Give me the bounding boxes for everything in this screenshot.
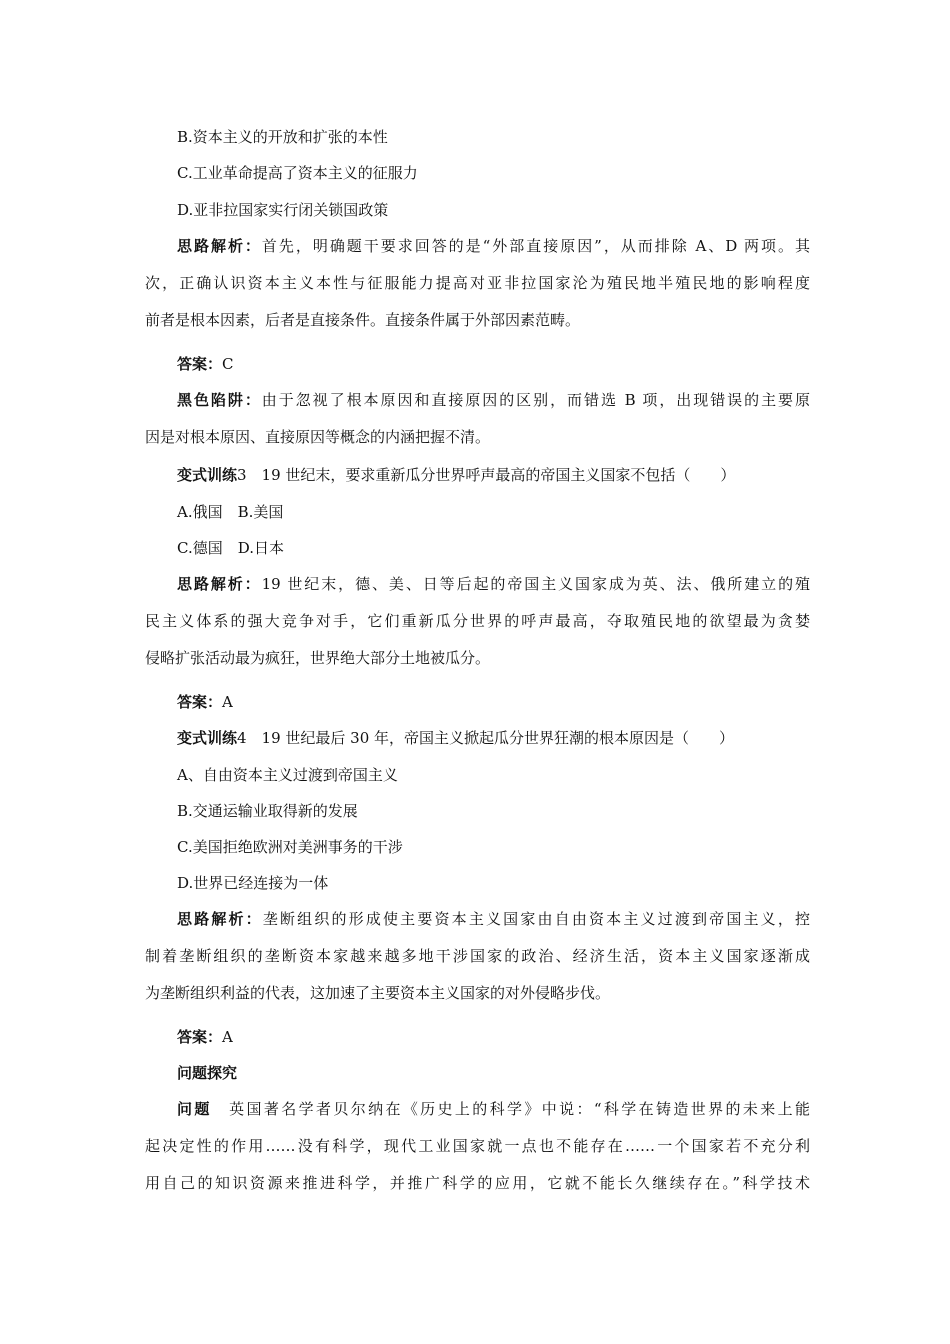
answer-label: 答案：	[177, 355, 223, 373]
exercise-3-options-ab: A.俄国 B.美国	[177, 503, 284, 521]
exercise-3-question: 变式训练3 19 世纪末，要求重新瓜分世界呼声最高的帝国主义国家不包括（ ）	[177, 466, 736, 484]
answer: 答案：C	[177, 355, 234, 373]
analysis-line: 民主义体系的强大竞争对手，它们重新瓜分世界的呼声最高，夺取殖民地的欲望最为贪婪	[145, 612, 810, 630]
option-b: B.资本主义的开放和扩张的本性	[177, 128, 388, 146]
answer: 答案：A	[177, 1028, 233, 1046]
analysis-line: 为垄断组织利益的代表，这加速了主要资本主义国家的对外侵略步伐。	[145, 984, 611, 1002]
trap-line: 因是对根本原因、直接原因等概念的内涵把握不清。	[145, 428, 491, 446]
question-paragraph: 问题 英国著名学者贝尔纳在《历史上的科学》中说：“科学在铸造世界的未来上能	[177, 1100, 810, 1118]
analysis-line: 制着垄断组织的垄断资本家越来越多地干涉国家的政治、经济生活，资本主义国家逐渐成	[145, 947, 810, 965]
question-line: 起决定性的作用……没有科学，现代工业国家就一点也不能存在……一个国家若不充分利	[145, 1137, 810, 1155]
analysis-line: 次，正确认识资本主义本性与征服能力提高对亚非拉国家沦为殖民地半殖民地的影响程度	[145, 274, 810, 292]
exercise-4-option-d: D.世界已经连接为一体	[177, 874, 329, 892]
answer-label: 答案：	[177, 693, 223, 711]
analysis-paragraph: 思路解析：19 世纪末，德、美、日等后起的帝国主义国家成为英、法、俄所建立的殖	[177, 575, 810, 593]
option-c: C.工业革命提高了资本主义的征服力	[177, 164, 418, 182]
trap-paragraph: 黑色陷阱：由于忽视了根本原因和直接原因的区别，而错选 B 项，出现错误的主要原	[177, 391, 810, 409]
exercise-4-option-a: A、自由资本主义过渡到帝国主义	[177, 766, 398, 784]
answer-label: 答案：	[177, 1028, 223, 1046]
exercise-4-question: 变式训练4 19 世纪最后 30 年，帝国主义掀起瓜分世界狂潮的根本原因是（ ）	[177, 729, 735, 747]
exercise-label: 变式训练	[177, 466, 238, 484]
analysis-label: 思路解析：	[177, 237, 262, 255]
exercise-label: 变式训练	[177, 729, 238, 747]
exercise-4-option-b: B.交通运输业取得新的发展	[177, 802, 358, 820]
analysis-label: 思路解析：	[177, 910, 263, 928]
analysis-paragraph: 思路解析：首先，明确题干要求回答的是“外部直接原因”，从而排除 A、D 两项。其	[177, 237, 810, 255]
option-d: D.亚非拉国家实行闭关锁国政策	[177, 201, 389, 219]
section-heading: 问题探究	[177, 1064, 238, 1082]
analysis-line: 前者是根本因素，后者是直接条件。直接条件属于外部因素范畴。	[145, 311, 581, 329]
question-label: 问题	[177, 1100, 212, 1118]
exercise-3-options-cd: C.德国 D.日本	[177, 539, 284, 557]
analysis-line: 侵略扩张活动最为疯狂，世界绝大部分土地被瓜分。	[145, 649, 491, 667]
trap-label: 黑色陷阱：	[177, 391, 262, 409]
exercise-4-option-c: C.美国拒绝欧洲对美洲事务的干涉	[177, 838, 403, 856]
analysis-paragraph: 思路解析：垄断组织的形成使主要资本主义国家由自由资本主义过渡到帝国主义，控	[177, 910, 810, 928]
analysis-label: 思路解析：	[177, 575, 262, 593]
answer: 答案：A	[177, 693, 233, 711]
question-line: 用自己的知识资源来推进科学，并推广科学的应用，它就不能长久继续存在。”科学技术	[145, 1174, 810, 1192]
